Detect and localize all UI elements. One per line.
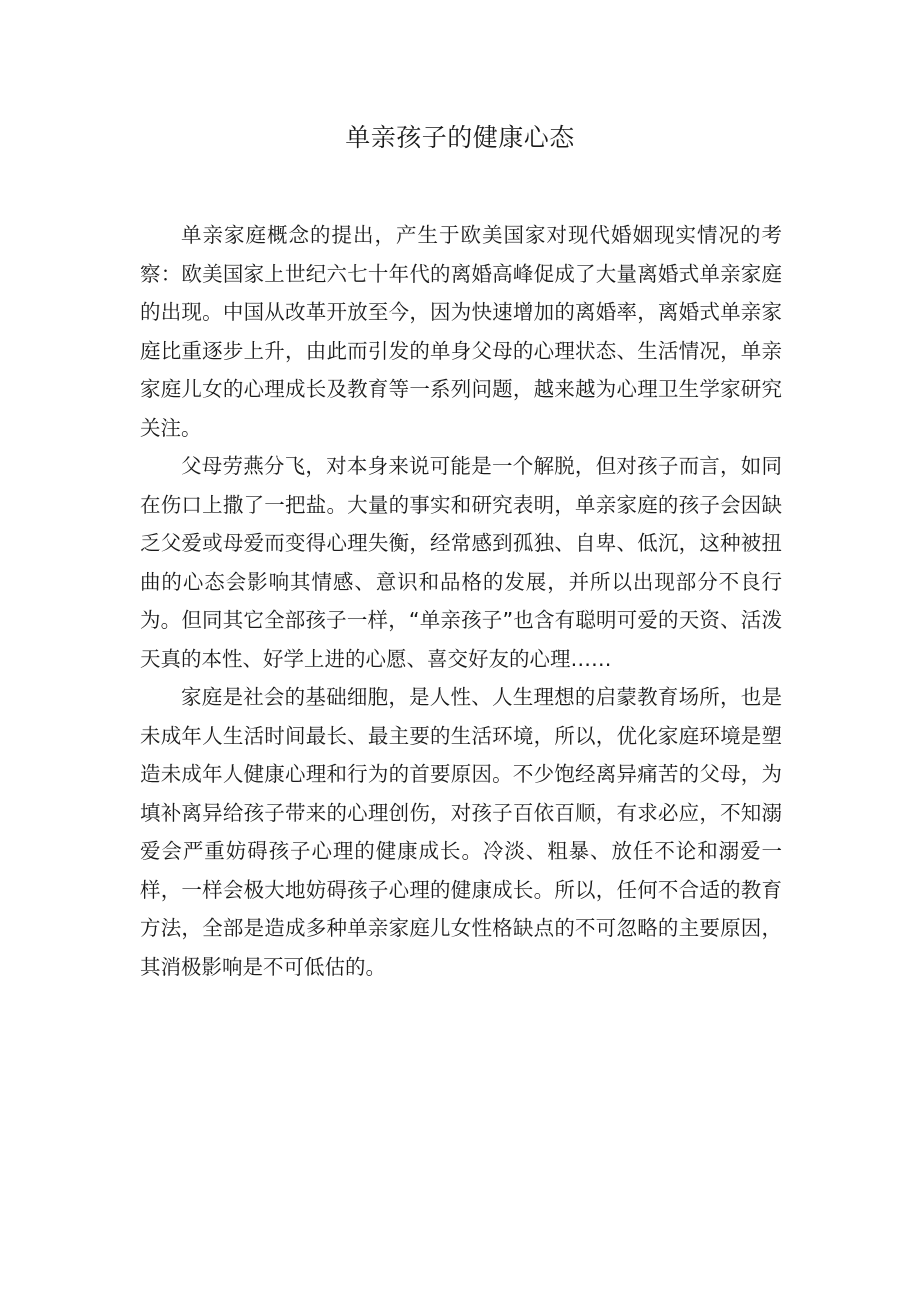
paragraph-1: 单亲家庭概念的提出，产生于欧美国家对现代婚姻现实情况的考察：欧美国家上世纪六七十年代的离婚高峰促成了大量离婚式单亲家庭的出现。中国从改革开放至今，因为快速增加的离婚率，离婚式单亲家庭比重逐步上升，由此而引发的单身父母的心理状态、生活情况，单亲家庭儿女的心理成长及教育等一系列问题，越来越为心理卫生学家研究关注。 — [140, 223, 782, 440]
paragraph-3: 家庭是社会的基础细胞，是人性、人生理想的启蒙教育场所，也是未成年人生活时间最长、最主要的生活环境，所以，优化家庭环境是塑造未成年人健康心理和行为的首要原因。不少饱经离异痛苦的父母，为填补离异给孩子带来的心理创伤，对孩子百依百顺，有求必应，不知溺爱会严重妨碍孩子心理的健康成长。冷淡、粗暴、放任不论和溺爱一样，一样会极大地妨碍孩子心理的健康成长。所以，任何不合适的教育方法，全部是造成多种单亲家庭儿女性格缺点的不可忽略的主要原因，其消极影响是不可低估的。 — [140, 685, 782, 979]
paragraph-2: 父母劳燕分飞，对本身来说可能是一个解脱，但对孩子而言，如同在伤口上撒了一把盐。大量的事实和研究表明，单亲家庭的孩子会因缺乏父爱或母爱而变得心理失衡，经常感到孤独、自卑、低沉，这种被扭曲的心态会影响其情感、意识和品格的发展，并所以出现部分不良行为。但同其它全部孩子一样，“单亲孩子”也含有聪明可爱的天资、活泼天真的本性、好学上进的心愿、喜交好友的心理…… — [140, 454, 782, 671]
document-title: 单亲孩子的健康心态 — [345, 123, 575, 152]
document-body — [140, 216, 782, 986]
